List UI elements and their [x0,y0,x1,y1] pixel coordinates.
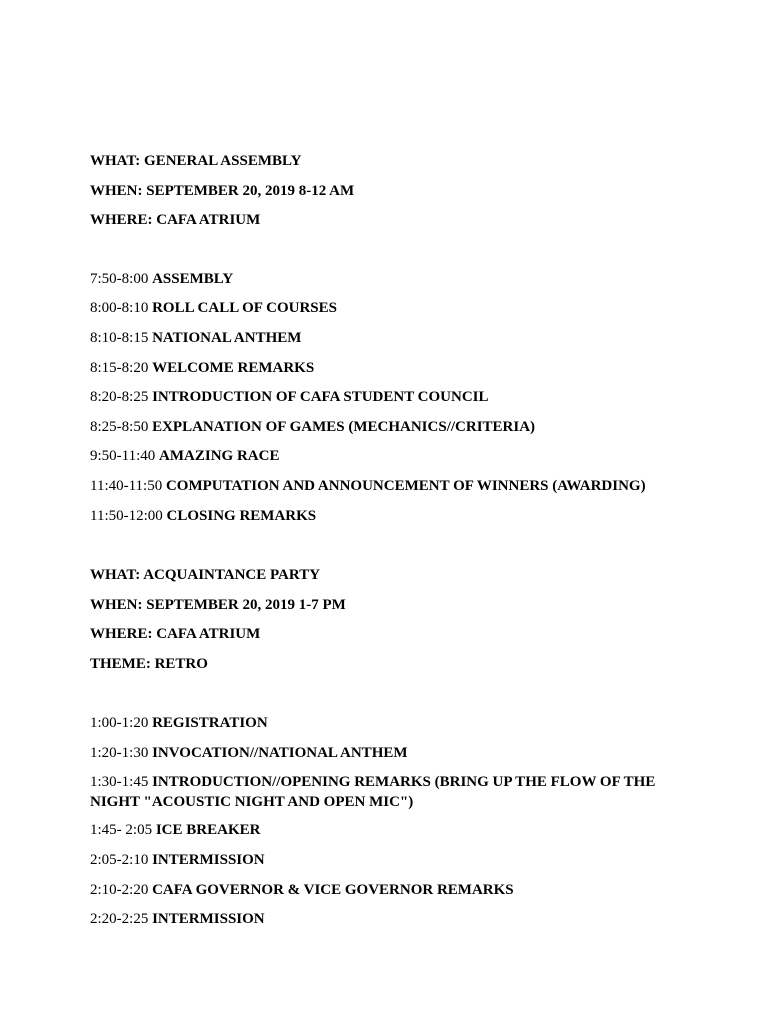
schedule-time: 11:40-11:50 [90,478,163,494]
schedule-activity: INTERMISSION [152,852,265,868]
schedule-item [90,714,268,732]
schedule-time: 8:00-8:10 [90,300,149,316]
schedule-item [90,299,337,317]
schedule-activity: REGISTRATION [152,715,268,731]
schedule-activity: ASSEMBLY [152,271,234,287]
assembly-when: WHEN: SEPTEMBER 20, 2019 8-12 AM [90,183,355,199]
schedule-item [90,881,514,899]
schedule-item [90,910,265,928]
schedule-item [90,772,690,812]
schedule-time: 8:25-8:50 [90,419,149,435]
schedule-activity: COMPUTATION AND ANNOUNCEMENT OF WINNERS (AWARDING) [165,478,646,494]
schedule-time: 2:05-2:10 [90,852,149,868]
assembly-what: WHAT: GENERAL ASSEMBLY [90,153,302,169]
schedule-activity: NATIONAL ANTHEM [152,330,302,346]
schedule-time: 1:45- 2:05 [90,822,153,838]
schedule-time: 1:20-1:30 [90,745,149,761]
party-when: WHEN: SEPTEMBER 20, 2019 1-7 PM [90,597,346,613]
schedule-time: 1:30-1:45 [90,774,149,790]
schedule-item [90,851,265,869]
schedule-item [90,507,316,525]
schedule-item [90,388,489,406]
schedule-time: 11:50-12:00 [90,508,163,524]
schedule-time: 7:50-8:00 [90,271,149,287]
schedule-item [90,447,279,465]
schedule-time: 2:20-2:25 [90,911,149,927]
schedule-time: 8:10-8:15 [90,330,149,346]
schedule-time: 8:20-8:25 [90,389,149,405]
schedule-item [90,821,260,839]
assembly-where: WHERE: CAFA ATRIUM [90,212,261,228]
schedule-activity: CAFA GOVERNOR & VICE GOVERNOR REMARKS [152,882,514,898]
schedule-item [90,270,233,288]
schedule-activity: INTRODUCTION OF CAFA STUDENT COUNCIL [152,389,489,405]
schedule-activity: AMAZING RACE [159,448,280,464]
schedule-item [90,329,301,347]
schedule-activity: ROLL CALL OF COURSES [152,300,338,316]
schedule-time: 9:50-11:40 [90,448,156,464]
schedule-item [90,359,314,377]
schedule-activity: INTRODUCTION//OPENING REMARKS (BRING UP THE FLOW OF THE NIGHT "ACOUSTIC NIGHT AND OPEN MIC") [90,774,656,810]
schedule-item [90,418,535,436]
schedule-activity: ICE BREAKER [155,822,261,838]
schedule-item [90,744,408,762]
schedule-activity: INVOCATION//NATIONAL ANTHEM [152,745,408,761]
party-what: WHAT: ACQUAINTANCE PARTY [90,567,321,583]
party-where: WHERE: CAFA ATRIUM [90,626,261,642]
schedule-activity: EXPLANATION OF GAMES (MECHANICS//CRITERIA) [152,419,536,435]
schedule-item [90,477,646,495]
schedule-time: 8:15-8:20 [90,360,149,376]
schedule-time: 2:10-2:20 [90,882,149,898]
schedule-activity: INTERMISSION [152,911,265,927]
party-theme: THEME: RETRO [90,656,208,672]
schedule-activity: CLOSING REMARKS [166,508,317,524]
schedule-activity: WELCOME REMARKS [152,360,315,376]
schedule-time: 1:00-1:20 [90,715,149,731]
